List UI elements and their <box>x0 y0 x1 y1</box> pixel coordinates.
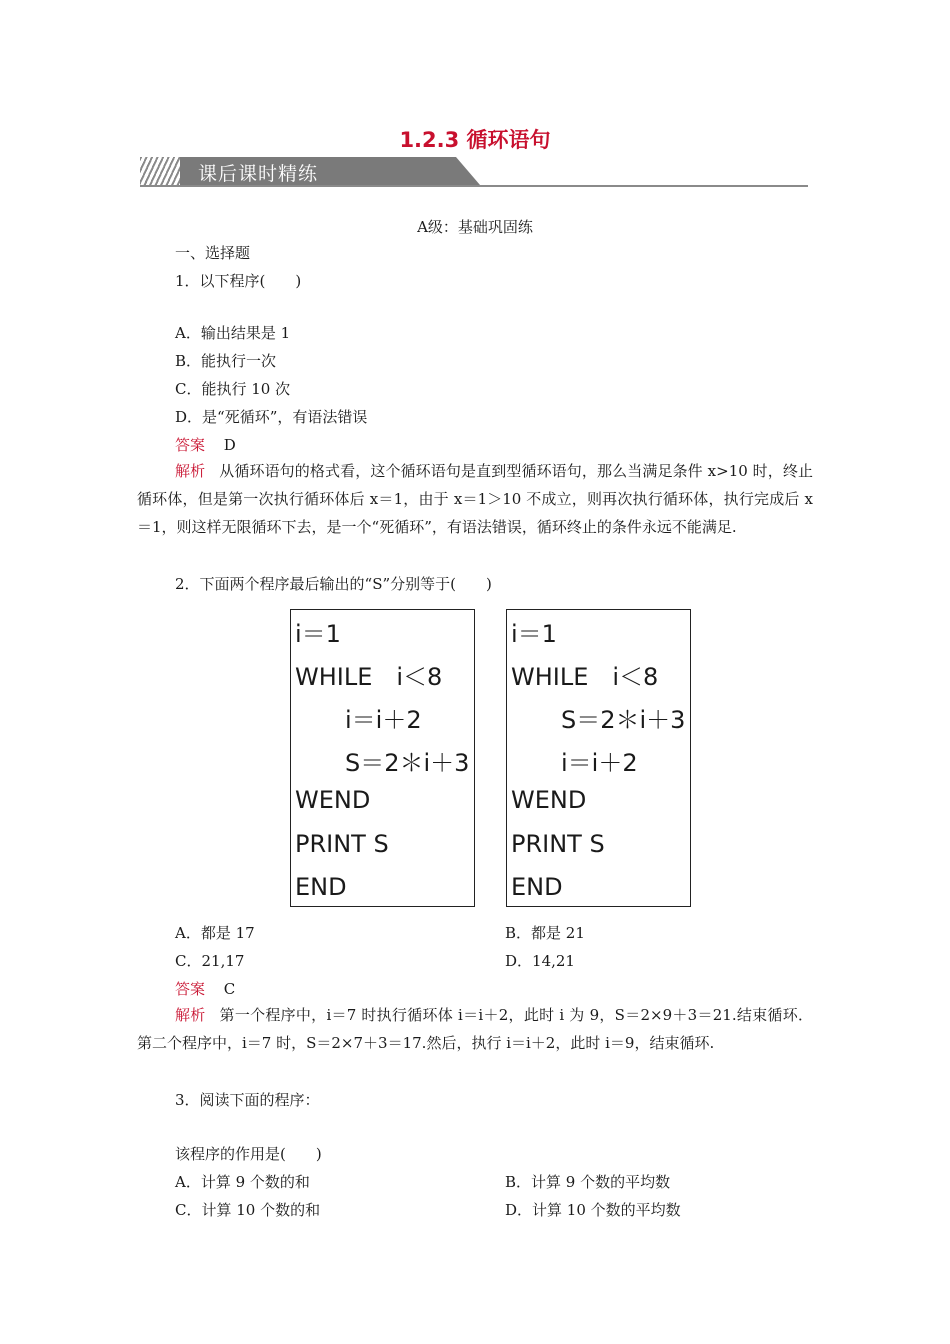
banner-stripes-decoration <box>140 157 184 185</box>
q1-option-c: C．能执行 10 次 <box>175 380 291 398</box>
q2-analysis-text: 第一个程序中，i＝7 时执行循环体 i＝i＋2，此时 i 为 9，S＝2×9＋3＝21.结束循环．第二个程序中，i＝7 时，S＝2×7＋3＝17.然后，执行 i＝i＋2，此时 i＝9，结束循环. <box>137 1006 813 1052</box>
q2-option-d: D．14,21 <box>505 952 575 970</box>
q2-analysis-label: 解析 <box>175 1006 206 1024</box>
level-heading: A级：基础巩固练 <box>417 218 533 236</box>
program-box-1 <box>290 609 475 907</box>
q1-option-d: D．是“死循环”，有语法错误 <box>175 408 368 426</box>
section-heading: 一、选择题 <box>175 244 251 262</box>
section-banner <box>140 157 808 187</box>
program1-line: i＝1 <box>295 620 341 648</box>
program1-line: i＝i＋2 <box>345 706 422 734</box>
q1-answer-label: 答案 <box>175 436 206 454</box>
program-box-2 <box>506 609 691 907</box>
q2-stem: 2．下面两个程序最后输出的“S”分别等于( ) <box>175 575 492 593</box>
q2-answer <box>175 979 235 999</box>
program2-line: i＝i＋2 <box>561 749 638 777</box>
program2-line: S＝2＊i＋3 <box>561 706 686 734</box>
q1-answer <box>175 435 236 455</box>
q3-option-b: B．计算 9 个数的平均数 <box>505 1173 671 1191</box>
program1-line: END <box>295 873 347 901</box>
q2-option-a: A．都是 17 <box>175 924 255 942</box>
q2-answer-value: C <box>223 980 236 998</box>
program2-line: i＝1 <box>511 620 557 648</box>
program1-line: S＝2＊i＋3 <box>345 749 470 777</box>
q3-option-d: D．计算 10 个数的平均数 <box>505 1201 681 1219</box>
q3-stem: 3．阅读下面的程序： <box>175 1091 320 1109</box>
q1-analysis-label: 解析 <box>175 462 206 480</box>
q2-answer-label: 答案 <box>175 980 206 998</box>
q2-analysis <box>137 1001 813 1057</box>
program2-line: WEND <box>511 786 587 814</box>
q3-option-a: A．计算 9 个数的和 <box>175 1173 310 1191</box>
page-title: 1.2.3 循环语句 <box>399 128 551 152</box>
q2-option-c: C．21,17 <box>175 952 245 970</box>
q1-option-b: B．能执行一次 <box>175 352 277 370</box>
q3-option-c: C．计算 10 个数的和 <box>175 1201 321 1219</box>
program2-line: PRINT S <box>511 830 605 858</box>
program2-line: WHILE i＜8 <box>511 663 659 691</box>
banner-label: 课后课时精练 <box>198 163 319 185</box>
program1-line: WEND <box>295 786 371 814</box>
program2-line: END <box>511 873 563 901</box>
q1-answer-value: D <box>223 436 236 454</box>
q1-stem: 1．以下程序( ) <box>175 272 302 290</box>
q1-analysis <box>137 457 813 541</box>
program1-line: WHILE i＜8 <box>295 663 443 691</box>
q3-prompt: 该程序的作用是( ) <box>175 1145 322 1163</box>
program1-line: PRINT S <box>295 830 389 858</box>
q1-option-a: A．输出结果是 1 <box>175 324 291 342</box>
q2-option-b: B．都是 21 <box>505 924 585 942</box>
q1-analysis-text: 从循环语句的格式看，这个循环语句是直到型循环语句，那么当满足条件 x>10 时，终止循环体，但是第一次执行循环体后 x＝1，由于 x＝1＞10 不成立，则再次执行循环体，执行完成后 x＝1，则这样无限循环下去，是一个“死循环”，有语法错误，循环终止的条件永远不能满足. <box>137 462 813 536</box>
